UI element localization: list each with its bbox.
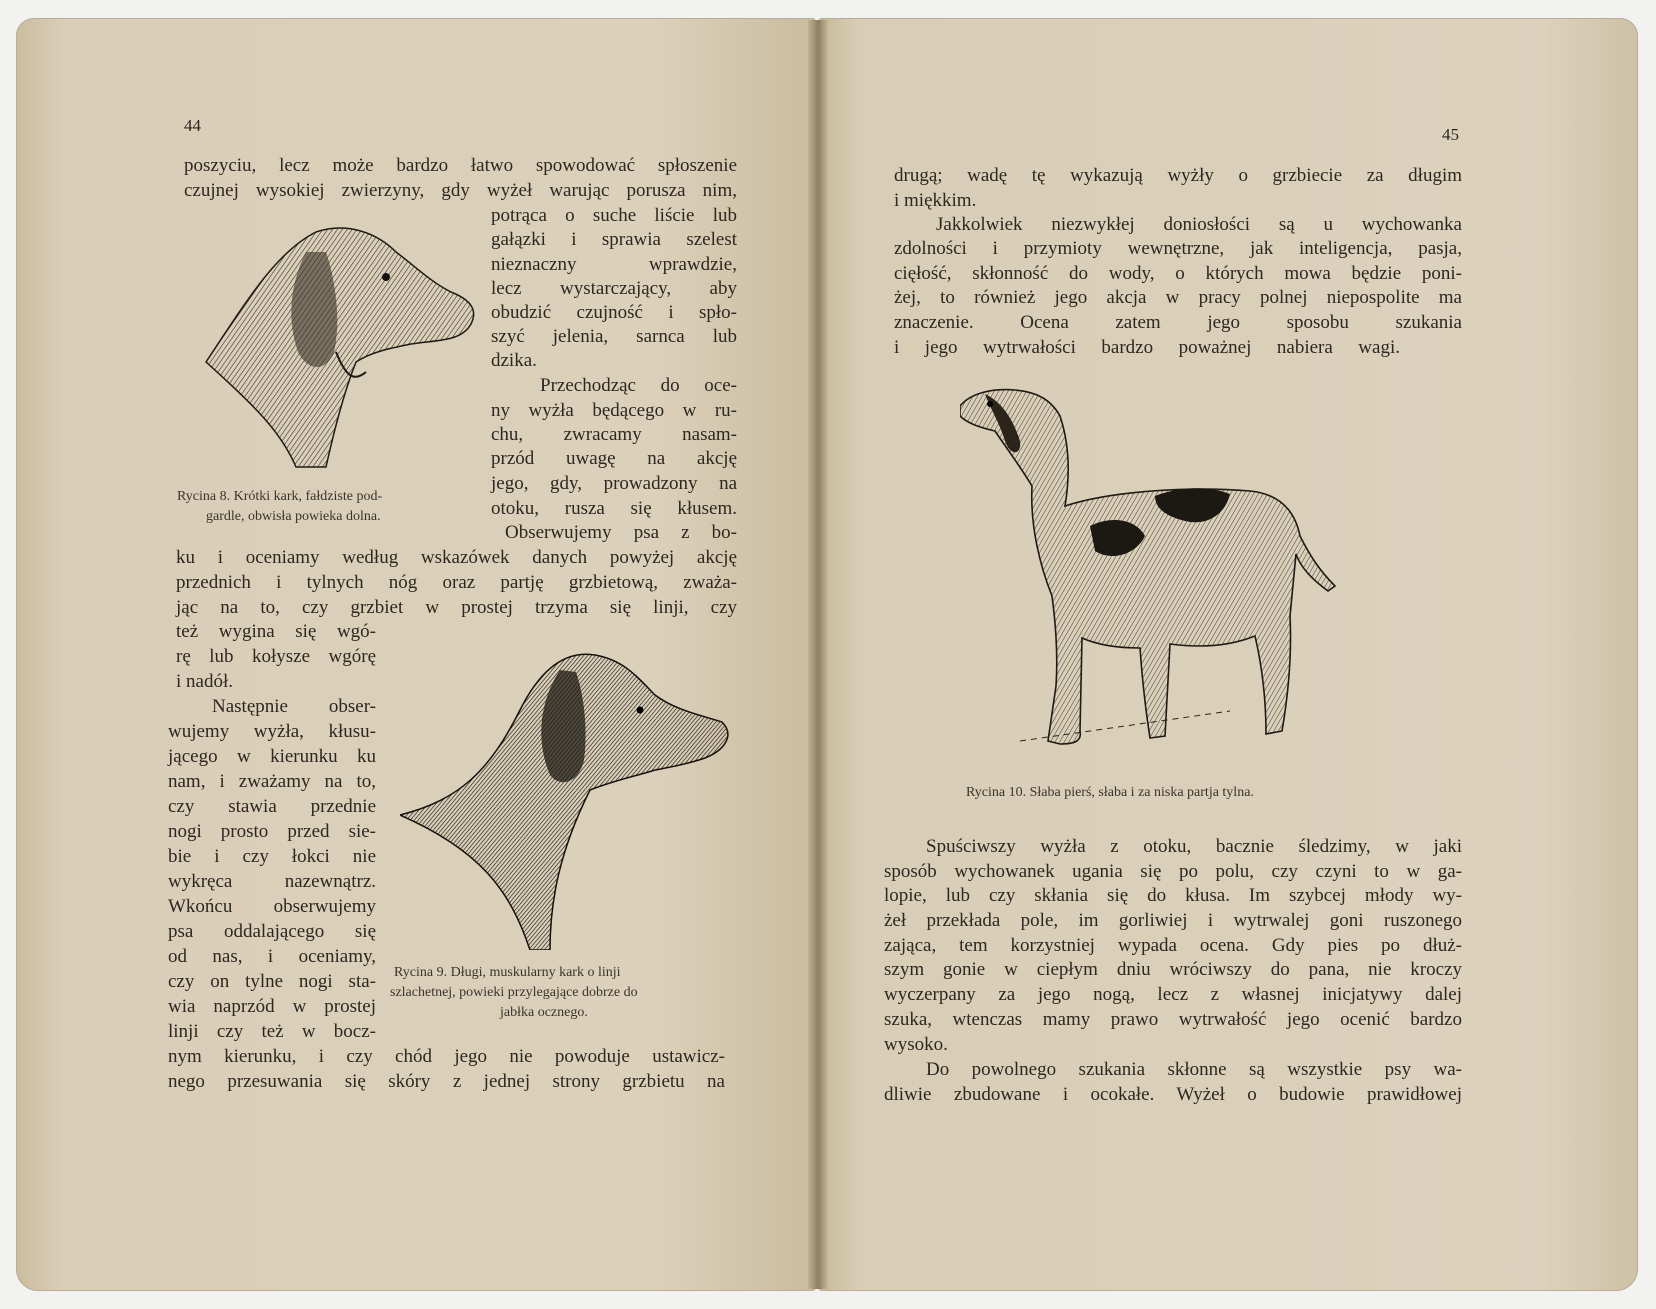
left-page-number: 44	[184, 116, 201, 135]
left-line: chu, zwracamy nasam-	[491, 424, 737, 445]
left-line: psa oddalającego się	[168, 921, 376, 942]
left-line: linji czy też w bocz-	[168, 1021, 376, 1042]
right-line: znaczenie. Ocena zatem jego sposobu szukania	[894, 312, 1462, 333]
left-line: Następnie obser-	[212, 696, 376, 717]
left-line: jąc na to, czy grzbiet w prostej trzyma się linji, czy	[176, 597, 737, 618]
left-line: Obserwujemy psa z bo-	[505, 522, 737, 543]
right-line: lopie, lub czy skłania się do kłusa. Im szybcej młody wy-	[884, 885, 1462, 906]
left-line: rę lub kołysze wgórę	[176, 646, 376, 667]
figure-9-dog-head-illustration	[400, 650, 730, 950]
left-line: wia naprzód w prostej	[168, 996, 376, 1017]
left-line: jącego w kierunku ku	[168, 746, 376, 767]
figure-9-caption-line: Rycina 9. Długi, muskularny kark o linji	[394, 965, 621, 980]
left-line: poszyciu, lecz może bardzo łatwo spowodować spłoszenie	[184, 155, 737, 176]
left-line: nym kierunku, i czy chód jego nie powoduje ustawicz-	[168, 1046, 725, 1067]
left-line: wujemy wyżła, kłusu-	[168, 721, 376, 742]
left-line: ku i oceniamy według wskazówek danych powyżej akcję	[176, 547, 737, 568]
right-line: szuka, wtenczas mamy prawo wytrwałość jego ocenić bardzo	[884, 1009, 1462, 1030]
right-line: cięłość, skłonność do wody, o których mowa będzie poni-	[894, 263, 1462, 284]
right-line: drugą; wadę tę wykazują wyżły o grzbiecie za długim	[894, 165, 1462, 186]
right-page-number: 45	[1442, 125, 1459, 144]
left-line: przód uwagę na akcję	[491, 448, 737, 469]
figure-8-caption-line: gardle, obwisła powieka dolna.	[206, 509, 381, 524]
left-line: jego, gdy, prowadzony na	[491, 473, 737, 494]
left-line: bie i czy łokci nie	[168, 846, 376, 867]
right-line: Jakkolwiek niezwykłej doniosłości są u wychowanka	[936, 214, 1462, 235]
right-line: Do powolnego szukania skłonne są wszystkie psy wa-	[926, 1059, 1462, 1080]
left-line: też wygina się wgó-	[176, 621, 376, 642]
left-line: Wkońcu obserwujemy	[168, 896, 376, 917]
book-gutter	[808, 20, 828, 1289]
left-line: lecz wystarczający, aby	[491, 278, 737, 299]
right-line: wysoko.	[884, 1034, 948, 1055]
right-line: wyczerpany za jego nogą, lecz z własnej inicjatywy dalej	[884, 984, 1462, 1005]
left-line: nam, i zważamy na to,	[168, 771, 376, 792]
right-line: Spuściwszy wyżła z otoku, bacznie śledzimy, w jaki	[926, 836, 1462, 857]
left-line: czy stawia przednie	[168, 796, 376, 817]
left-line: dzika.	[491, 350, 537, 371]
left-line: od nas, i oceniamy,	[168, 946, 376, 967]
left-line: przednich i tylnych nóg oraz partję grzbietową, zważa-	[176, 572, 737, 593]
left-line: Przechodząc do oce-	[540, 375, 737, 396]
left-line: nogi prosto przed sie-	[168, 821, 376, 842]
left-line: nego przesuwania się skóry z jednej strony grzbietu na	[168, 1071, 725, 1092]
left-line: potrąca o suche liście lub	[491, 205, 737, 226]
figure-10-standing-dog-illustration	[960, 386, 1380, 776]
right-line: szym gonie w ciepłym dniu wróciwszy do pana, nie kroczy	[884, 959, 1462, 980]
left-line: czy on tylne nogi sta-	[168, 971, 376, 992]
left-line: ny wyżła będącego w ru-	[491, 400, 737, 421]
figure-9-caption-line: szlachetnej, powieki przylegające dobrze do	[390, 985, 638, 1000]
left-line: nieznaczny wprawdzie,	[491, 254, 737, 275]
figure-10-caption: Rycina 10. Słaba pierś, słaba i za niska partja tylna.	[966, 785, 1254, 800]
right-line: sposób wychowanek ugania się po polu, czy czyni to w ga-	[884, 861, 1462, 882]
left-line: gałązki i sprawia szelest	[491, 229, 737, 250]
right-line: zdolności i przymioty wewnętrzne, jak inteligencja, pasja,	[894, 238, 1462, 259]
right-line: dliwie zbudowane i ocokałe. Wyżeł o budowie prawidłowej	[884, 1084, 1462, 1105]
right-line: żej, to również jego akcja w pracy polnej niepospolite ma	[894, 287, 1462, 308]
right-line: i miękkim.	[894, 190, 977, 211]
left-line: czujnej wysokiej zwierzyny, gdy wyżeł warując porusza nim,	[184, 180, 737, 201]
left-line: szyć jelenia, sarnca lub	[491, 326, 737, 347]
right-line: żeł przekłada pole, im gorliwiej i wytrwalej goni ruszonego	[884, 910, 1462, 931]
left-line: wykręca nazewnątrz.	[168, 871, 376, 892]
figure-8-caption-line: Rycina 8. Krótki kark, fałdziste pod-	[177, 489, 383, 504]
figure-8-dog-head-illustration	[186, 222, 482, 474]
right-line: zająca, tem korzystniej wypada ocena. Gdy pies po dłuż-	[884, 935, 1462, 956]
left-line: obudzić czujność i spło-	[491, 302, 737, 323]
left-line: i nadół.	[176, 671, 233, 692]
left-line: otoku, rusza się kłusem.	[491, 498, 737, 519]
right-line: i jego wytrwałości bardzo poważnej nabiera wagi.	[894, 337, 1400, 358]
figure-9-caption-line: jabłka ocznego.	[500, 1005, 588, 1020]
